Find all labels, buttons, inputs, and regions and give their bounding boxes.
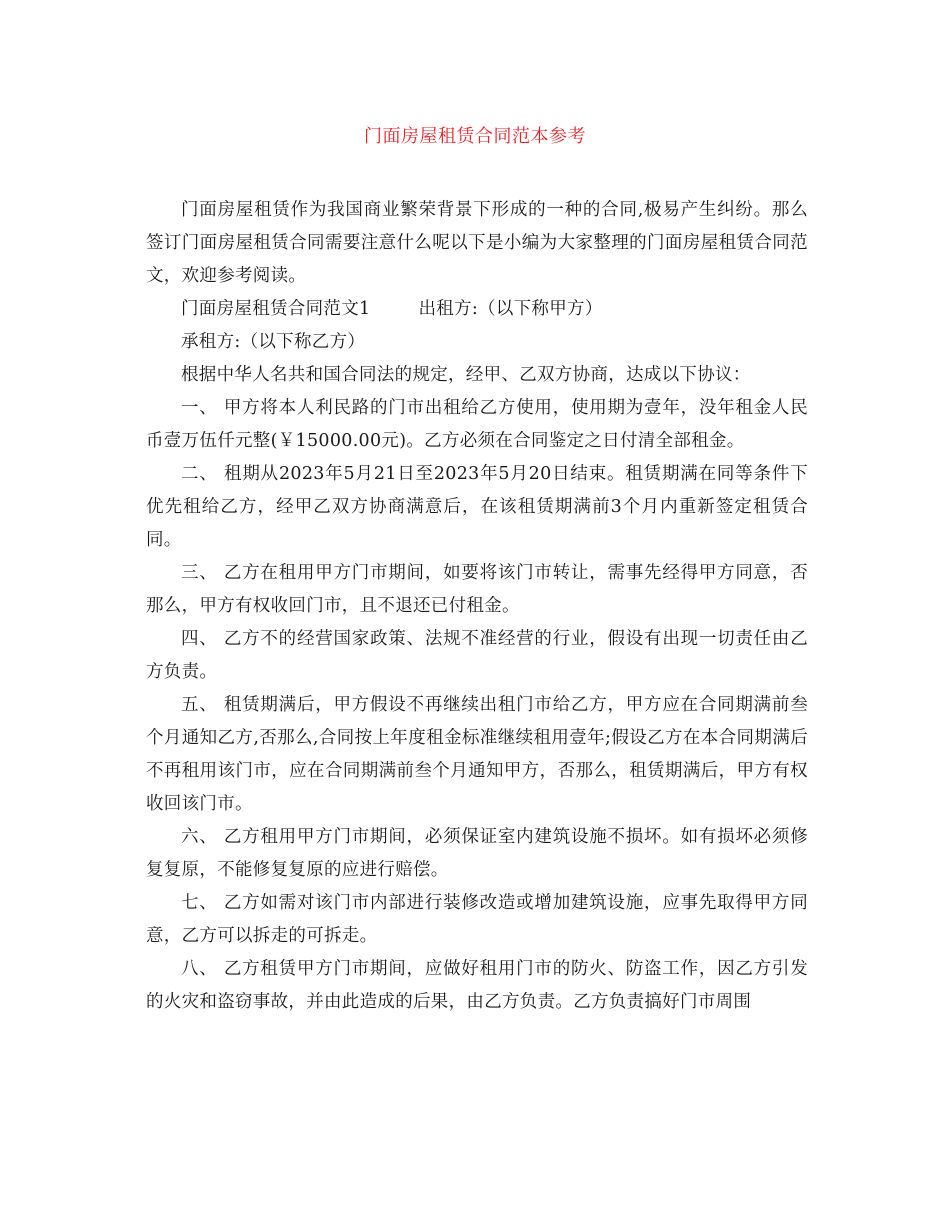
lessee-line: 承租方:（以下称乙方） — [181, 332, 366, 352]
clause-7: 七、 乙方如需对该门市内部进行装修改造或增加建筑设施，应事先取得甲方同意，乙方可以拆走的可拆走。 — [146, 893, 808, 946]
clause-4: 四、 乙方不的经营国家政策、法规不准经营的行业，假设有出现一切责任由乙方负责。 — [146, 629, 808, 682]
document-title: 门面房屋租赁合同范本参考 — [364, 126, 586, 147]
clause-6: 六、 乙方租用甲方门市期间，必须保证室内建筑设施不损坏。如有损坏必须修复复原，不能修复复原的应进行赔偿。 — [146, 827, 808, 880]
clause-8: 八、 乙方租赁甲方门市期间，应做好租用门市的防火、防盗工作，因乙方引发的火灾和盗窃事故，并由此造成的后果，由乙方负责。乙方负责搞好门市周围 — [146, 959, 808, 1012]
sample-heading: 门面房屋租赁合同范文1 — [181, 299, 371, 319]
lessor-line: 出租方:（以下称甲方） — [418, 299, 603, 319]
clause-5: 五、 租赁期满后，甲方假设不再继续出租门市给乙方，甲方应在合同期满前叁个月通知乙方,否那么,合同按上年度租金标准继续租用壹年;假设乙方在本合同期满后不再租用该门市，应在合同期满前叁个月通知甲方，否那么，租赁期满后，甲方有权收回该门市。 — [146, 695, 808, 814]
document-body — [146, 194, 808, 1019]
clause-2: 二、 租期从2023年5月21日至2023年5月20日结束。租赁期满在同等条件下优先租给乙方，经甲乙双方协商满意后，在该租赁期满前3个月内重新签定租赁合同。 — [146, 464, 808, 550]
clause-1: 一、 甲方将本人利民路的门市出租给乙方使用，使用期为壹年，没年租金人民币壹万伍仟元整(￥15000.00元)。乙方必须在合同鉴定之日付清全部租金。 — [146, 398, 808, 451]
intro-paragraph: 门面房屋租赁作为我国商业繁荣背景下形成的一种的合同,极易产生纠纷。那么签订门面房屋租赁合同需要注意什么呢以下是小编为大家整理的门面房屋租赁合同范文，欢迎参考阅读。 — [146, 200, 808, 286]
clause-3: 三、 乙方在租用甲方门市期间，如要将该门市转让，需事先经得甲方同意，否那么，甲方有权收回门市，且不退还已付租金。 — [146, 563, 808, 616]
preamble-paragraph: 根据中华人名共和国合同法的规定，经甲、乙双方协商，达成以下协议： — [181, 365, 751, 385]
sample-heading-line — [146, 293, 808, 326]
